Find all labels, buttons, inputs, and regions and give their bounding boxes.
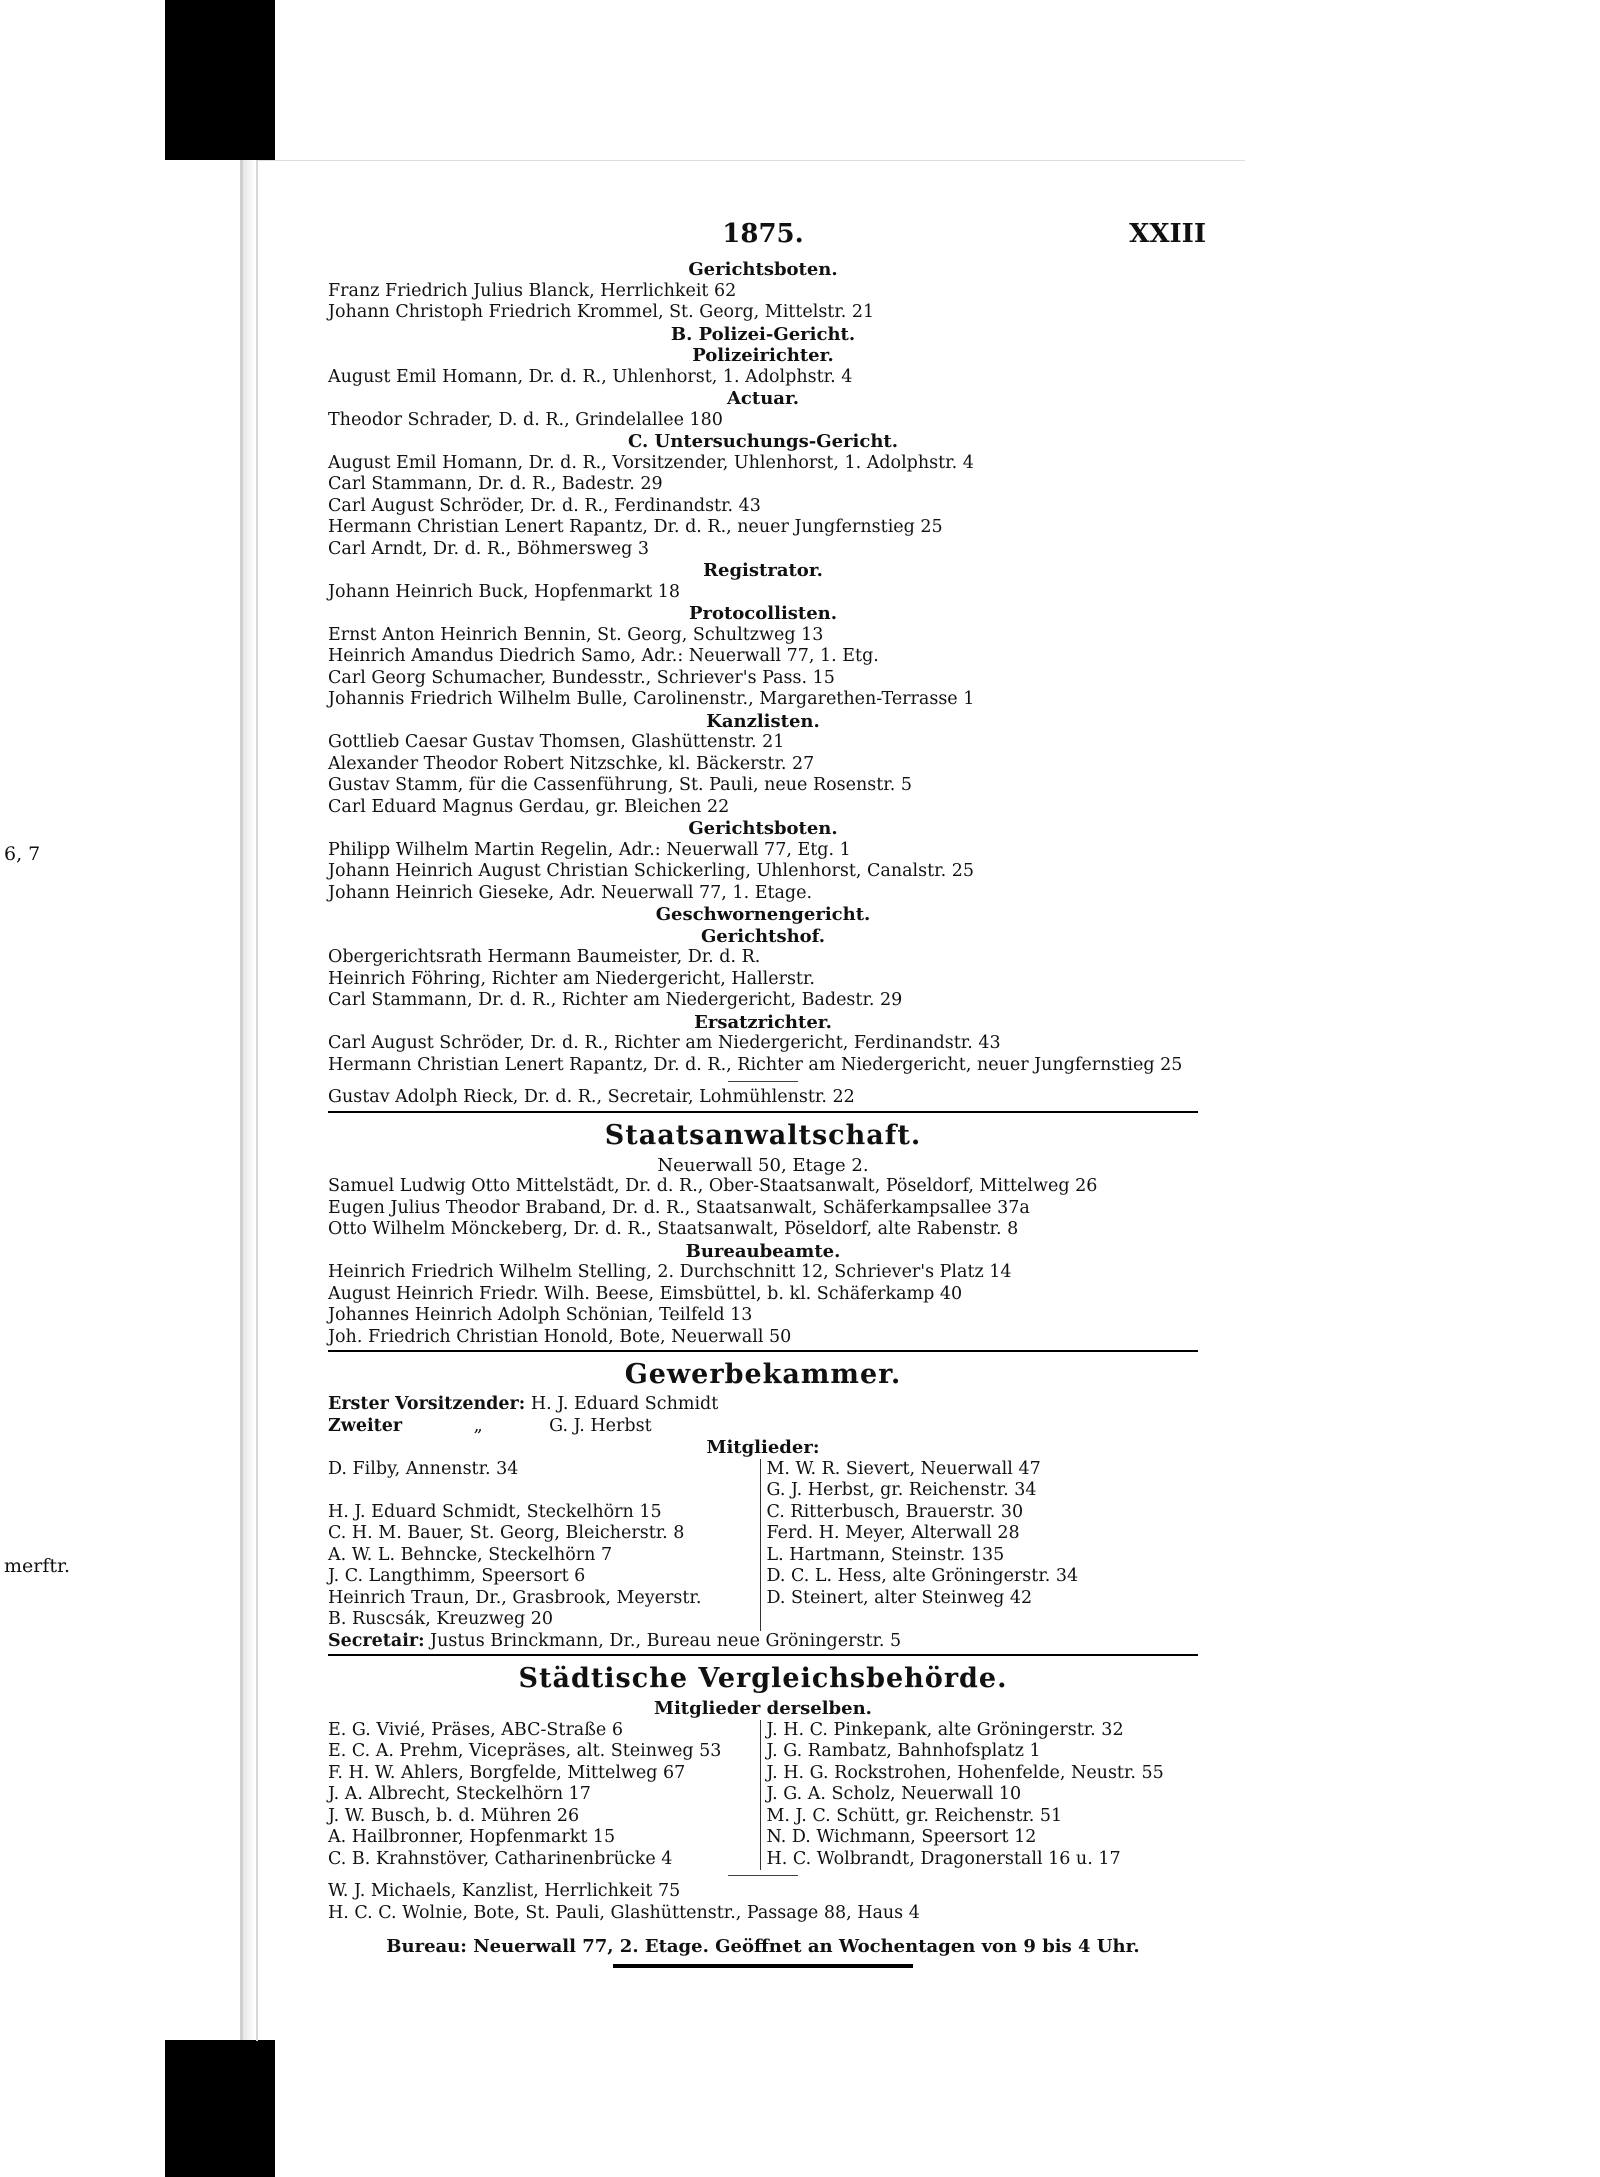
entry: Carl Arndt, Dr. d. R., Böhmersweg 3 xyxy=(328,538,649,559)
entry: Carl Stammann, Dr. d. R., Richter am Niedergericht, Badestr. 29 xyxy=(328,990,903,1010)
member: N. D. Wichmann, Speersort 12 xyxy=(766,1827,1037,1847)
section-rule xyxy=(328,1654,1198,1656)
heading-gerichtsboten-2: Gerichtsboten. xyxy=(688,818,838,839)
entry: Joh. Friedrich Christian Honold, Bote, Neuerwall 50 xyxy=(328,1326,792,1347)
members-right-column xyxy=(760,1720,1199,1871)
document-page xyxy=(256,160,1245,2041)
members-right-column xyxy=(760,1459,1199,1631)
zweiter-vorsitzender xyxy=(328,1416,1198,1438)
section-rule xyxy=(328,1350,1198,1352)
entry: Philipp Wilhelm Martin Regelin, Adr.: Neuerwall 77, Etg. 1 xyxy=(328,839,851,860)
entry: Otto Wilhelm Mönckeberg, Dr. d. R., Staatsanwalt, Pöseldorf, alte Rabenstr. 8 xyxy=(328,1219,1019,1239)
left-fragment-2: merftr. xyxy=(4,1555,71,1577)
member: E. G. Vivié, Präses, ABC-Straße 6 xyxy=(328,1719,623,1740)
title-gewerbekammer: Gewerbekammer. xyxy=(624,1359,902,1390)
members-left-column xyxy=(328,1459,760,1631)
heading-geschwornengericht: Geschwornengericht. xyxy=(655,904,871,925)
member: L. Hartmann, Steinstr. 135 xyxy=(766,1544,1005,1565)
member-spacer xyxy=(328,1480,760,1502)
entry: Gottlieb Caesar Gustav Thomsen, Glashüttenstr. 21 xyxy=(328,732,785,752)
member: J. H. C. Pinkepank, alte Gröningerstr. 32 xyxy=(766,1719,1124,1740)
members-left-column xyxy=(328,1720,760,1871)
page-gutter xyxy=(243,160,255,2040)
heading-actuar: Actuar. xyxy=(726,388,800,409)
heading-kanzlisten: Kanzlisten. xyxy=(706,710,820,732)
heading-untersuchungs-gericht: C. Untersuchungs-Gericht. xyxy=(628,431,898,452)
secretair-text: Justus Brinckmann, Dr., Bureau neue Gröningerstr. 5 xyxy=(430,1630,902,1651)
member: Heinrich Traun, Dr., Grasbrook, Meyerstr. xyxy=(328,1587,702,1608)
left-fragment-1: 6, 7 xyxy=(4,843,41,865)
entry: Carl August Schröder, Dr. d. R., Ferdinandstr. 43 xyxy=(328,495,761,516)
entry: Johannis Friedrich Wilhelm Bulle, Carolinenstr., Margarethen-Terrasse 1 xyxy=(328,689,975,709)
page-header xyxy=(328,219,1206,259)
page-content xyxy=(328,219,1206,1968)
entry: W. J. Michaels, Kanzlist, Herrlichkeit 75 xyxy=(328,1881,681,1901)
secretair-label: Secretair: xyxy=(328,1630,425,1651)
member: C. H. M. Bauer, St. Georg, Bleicherstr. 8 xyxy=(328,1523,685,1543)
entry: Johann Heinrich Buck, Hopfenmarkt 18 xyxy=(328,581,681,602)
heading-mitglieder: Mitglieder: xyxy=(706,1437,820,1458)
entry: Carl Eduard Magnus Gerdau, gr. Bleichen 22 xyxy=(328,796,730,817)
erster-label: Erster Vorsitzender: xyxy=(328,1394,526,1414)
member: Ferd. H. Meyer, Alterwall 28 xyxy=(766,1523,1020,1543)
member: J. H. G. Rockstrohen, Hohenfelde, Neustr. 55 xyxy=(766,1762,1164,1783)
title-staatsanwaltschaft: Staatsanwaltschaft. xyxy=(604,1119,922,1151)
entry: Heinrich Föhring, Richter am Niedergericht, Hallerstr. xyxy=(328,968,815,989)
heading-gerichtshof: Gerichtshof. xyxy=(700,925,826,947)
member: B. Ruscsák, Kreuzweg 20 xyxy=(328,1609,554,1629)
title-vergleichsbehoerde: Städtische Vergleichsbehörde. xyxy=(518,1663,1008,1694)
entry: Gustav Stamm, für die Cassenführung, St. Pauli, neue Rosenstr. 5 xyxy=(328,775,912,795)
heading-registrator: Registrator. xyxy=(703,560,823,581)
divider xyxy=(728,1875,798,1876)
zweiter-mark: „ xyxy=(473,1415,483,1436)
zweiter-label: Zweiter xyxy=(328,1415,403,1436)
member: A. W. L. Behncke, Steckelhörn 7 xyxy=(328,1544,613,1565)
member: J. W. Busch, b. d. Mühren 26 xyxy=(328,1805,580,1826)
entry: Johann Heinrich August Christian Schickerling, Uhlenhorst, Canalstr. 25 xyxy=(328,861,975,881)
gewerbekammer-secretair xyxy=(328,1631,1198,1653)
spacer xyxy=(328,1924,1198,1936)
entry: Carl August Schröder, Dr. d. R., Richter am Niedergericht, Ferdinandstr. 43 xyxy=(328,1033,1001,1053)
zweiter-name: G. J. Herbst xyxy=(549,1415,652,1436)
entry: Samuel Ludwig Otto Mittelstädt, Dr. d. R., Ober-Staatsanwalt, Pöseldorf, Mittelweg 26 xyxy=(328,1176,1098,1196)
entry: Heinrich Friedrich Wilhelm Stelling, 2. Durchschnitt 12, Schriever's Platz 14 xyxy=(328,1262,1012,1282)
divider xyxy=(728,1081,798,1082)
member: D. Steinert, alter Steinweg 42 xyxy=(766,1587,1033,1608)
heading-ersatzrichter: Ersatzrichter. xyxy=(694,1011,832,1033)
entry: Carl Georg Schumacher, Bundesstr., Schriever's Pass. 15 xyxy=(328,667,835,688)
entry: Carl Stammann, Dr. d. R., Badestr. 29 xyxy=(328,474,663,494)
bureau-hours: Bureau: Neuerwall 77, 2. Etage. Geöffnet an Wochentagen von 9 bis 4 Uhr. xyxy=(386,1936,1140,1957)
heading-gerichtsboten: Gerichtsboten. xyxy=(688,259,838,280)
member: H. C. Wolbrandt, Dragonerstall 16 u. 17 xyxy=(766,1848,1121,1869)
entry: Obergerichtsrath Hermann Baumeister, Dr. d. R. xyxy=(328,947,761,967)
erster-vorsitzender xyxy=(328,1394,1198,1416)
closing-rule xyxy=(613,1964,913,1968)
heading-bureaubeamte: Bureaubeamte. xyxy=(685,1240,841,1262)
member: J. G. A. Scholz, Neuerwall 10 xyxy=(766,1784,1022,1804)
film-strip-bottom xyxy=(165,2040,275,2177)
member: J. G. Rambatz, Bahnhofsplatz 1 xyxy=(766,1741,1041,1761)
member: J. A. Albrecht, Steckelhörn 17 xyxy=(328,1784,591,1804)
entry: Theodor Schrader, D. d. R., Grindelallee 180 xyxy=(328,409,723,430)
entry: August Emil Homann, Dr. d. R., Uhlenhorst, 1. Adolphstr. 4 xyxy=(328,366,853,387)
member: M. W. R. Sievert, Neuerwall 47 xyxy=(766,1458,1041,1479)
member: F. H. W. Ahlers, Borgfelde, Mittelweg 67 xyxy=(328,1762,686,1783)
film-strip-top xyxy=(165,0,275,160)
entry: August Emil Homann, Dr. d. R., Vorsitzender, Uhlenhorst, 1. Adolphstr. 4 xyxy=(328,452,974,473)
member: E. C. A. Prehm, Vicepräses, alt. Steinweg 53 xyxy=(328,1741,722,1761)
heading-protocollisten: Protocollisten. xyxy=(688,603,838,624)
entry-secretair: Gustav Adolph Rieck, Dr. d. R., Secretair, Lohmühlenstr. 22 xyxy=(328,1087,855,1107)
vergleichsbehoerde-members xyxy=(328,1720,1198,1871)
entry: Ernst Anton Heinrich Bennin, St. Georg, Schultzweg 13 xyxy=(328,624,824,645)
entry: Franz Friedrich Julius Blanck, Herrlichkeit 62 xyxy=(328,280,737,301)
heading-polizei-gericht: B. Polizei-Gericht. xyxy=(670,323,856,345)
entry: Johann Heinrich Gieseke, Adr. Neuerwall 77, 1. Etage. xyxy=(328,882,813,903)
entry: August Heinrich Friedr. Wilh. Beese, Eimsbüttel, b. kl. Schäferkamp 40 xyxy=(328,1283,963,1304)
member: A. Hailbronner, Hopfenmarkt 15 xyxy=(328,1827,616,1847)
gewerbekammer-members xyxy=(328,1459,1198,1631)
member: M. J. C. Schütt, gr. Reichenstr. 51 xyxy=(766,1805,1063,1826)
entry: Hermann Christian Lenert Rapantz, Dr. d. R., Richter am Niedergericht, neuer Jungfernstieg 25 xyxy=(328,1054,1183,1075)
member: G. J. Herbst, gr. Reichenstr. 34 xyxy=(766,1480,1037,1500)
entry: Hermann Christian Lenert Rapantz, Dr. d. R., neuer Jungfernstieg 25 xyxy=(328,517,943,537)
member: D. Filby, Annenstr. 34 xyxy=(328,1458,519,1479)
address-staatsanwaltschaft: Neuerwall 50, Etage 2. xyxy=(657,1154,869,1176)
heading-mitglieder-derselben: Mitglieder derselben. xyxy=(654,1698,872,1719)
left-page-edge xyxy=(0,160,243,2040)
page-number: XXIII xyxy=(1129,219,1206,249)
entry: Alexander Theodor Robert Nitzschke, kl. Bäckerstr. 27 xyxy=(328,753,815,774)
page-year: 1875. xyxy=(722,219,804,249)
member: D. C. L. Hess, alte Gröningerstr. 34 xyxy=(766,1566,1079,1586)
entry: Johannes Heinrich Adolph Schönian, Teilfeld 13 xyxy=(328,1305,753,1325)
section-rule xyxy=(328,1111,1198,1113)
entry: Heinrich Amandus Diedrich Samo, Adr.: Neuerwall 77, 1. Etg. xyxy=(328,646,879,666)
member: C. B. Krahnstöver, Catharinenbrücke 4 xyxy=(328,1848,673,1869)
erster-name: H. J. Eduard Schmidt xyxy=(530,1394,719,1414)
entry: Eugen Julius Theodor Braband, Dr. d. R., Staatsanwalt, Schäferkampsallee 37a xyxy=(328,1197,1030,1218)
entry: Johann Christoph Friedrich Krommel, St. Georg, Mittelstr. 21 xyxy=(328,302,875,322)
heading-polizeirichter: Polizeirichter. xyxy=(692,345,834,366)
member: H. J. Eduard Schmidt, Steckelhörn 15 xyxy=(328,1501,662,1522)
member: C. Ritterbusch, Brauerstr. 30 xyxy=(766,1501,1024,1522)
entry: H. C. C. Wolnie, Bote, St. Pauli, Glashüttenstr., Passage 88, Haus 4 xyxy=(328,1902,920,1923)
member: J. C. Langthimm, Speersort 6 xyxy=(328,1566,586,1586)
